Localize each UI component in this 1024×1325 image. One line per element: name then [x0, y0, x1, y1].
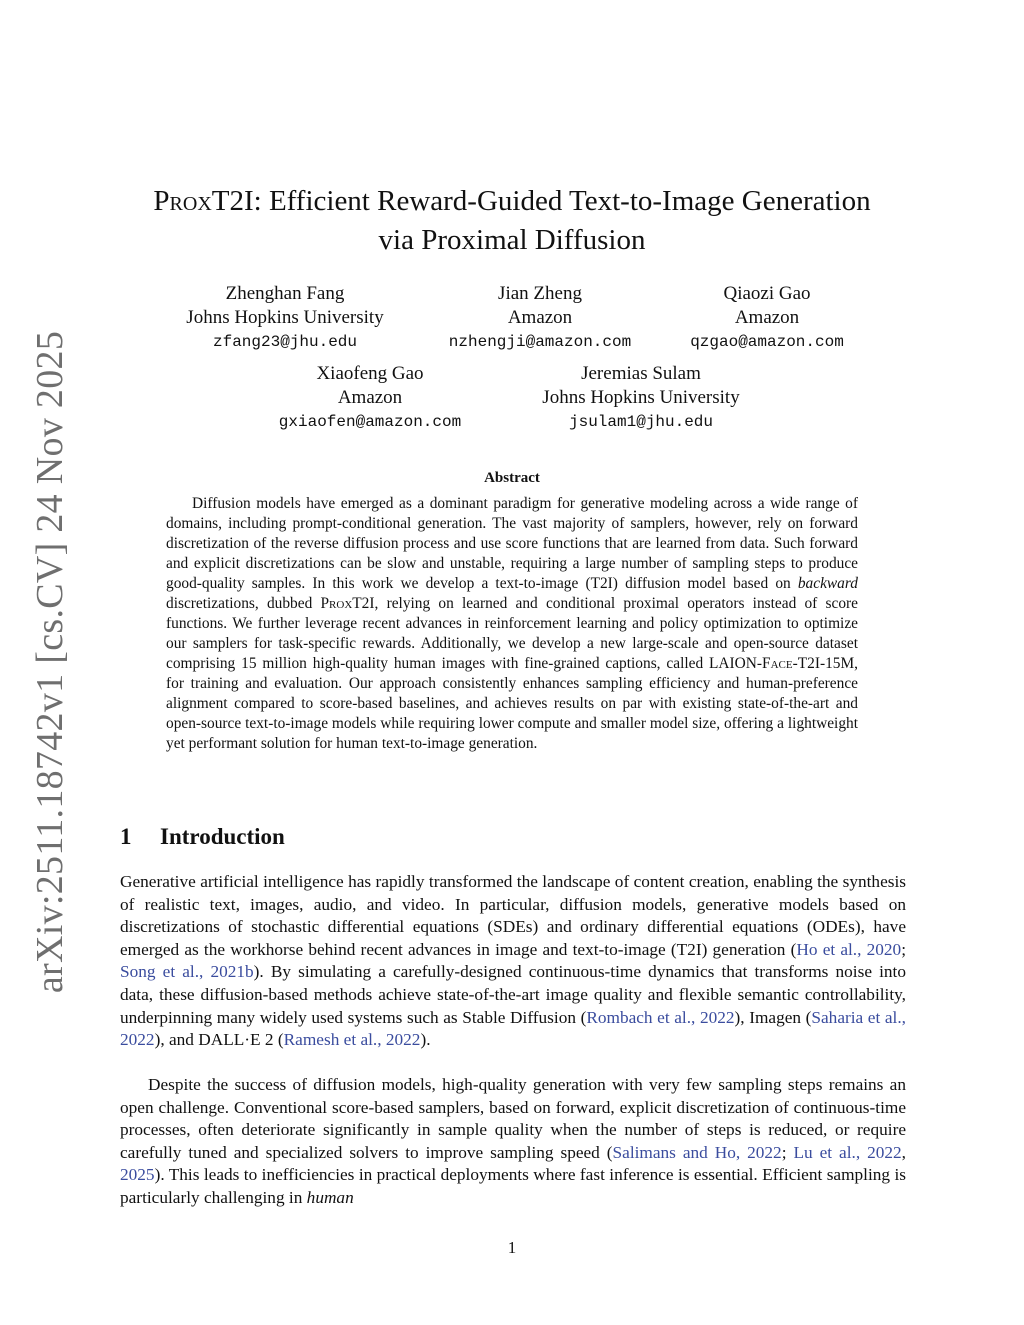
body-text: ). This leads to inefficiencies in practical deployments where fast inference is essential. Efficient sampling is particularly challenging in: [120, 1165, 906, 1207]
author-affiliation: Johns Hopkins University: [186, 307, 384, 328]
author-name: Jeremias Sulam: [581, 363, 701, 384]
title-line-2: via Proximal Diffusion: [378, 224, 646, 256]
citation-link[interactable]: Ramesh et al., 2022: [283, 1030, 421, 1050]
section-heading-introduction: [120, 824, 285, 850]
dataset-name-inline: Face: [762, 655, 793, 672]
body-text: ,: [901, 1142, 906, 1162]
page-number: 1: [507, 1238, 517, 1257]
body-text: ;: [781, 1142, 794, 1162]
citation-link[interactable]: Ho et al., 2020: [796, 939, 902, 959]
arxiv-identifier-stamp: arXiv:2511.18742v1 [cs.CV] 24 Nov 2025: [29, 330, 71, 994]
body-text: ;: [901, 939, 907, 959]
abstract-text: Diffusion models have emerged as a dominant paradigm for generative modeling across a wide range of domains, including prompt-conditional generation. The vast majority of samplers, however, rely on forward discretization of the reverse diffusion process and use score functions that are learned from data. Such forward and explicit discretizations can be slow and unstable, requiring a large number of sampling steps to produce good-quality samples. In this work we develop a text-to-image (T2I) diffusion model based on: [166, 495, 858, 592]
abstract-emphasis: backward: [797, 575, 858, 592]
body-text: Despite the success of diffusion models, high-quality generation with very few sampling steps remains an open challenge. Conventional score-based samplers, based on forward, explicit discretization of continuous-time processes, often deteriorate significantly in sample quality when the number of steps is reduced, or require carefully tuned and specialized solvers to improve sampling speed (: [120, 1075, 906, 1162]
author-email[interactable]: qzgao@amazon.com: [690, 333, 844, 351]
citation-link[interactable]: 2025: [120, 1165, 155, 1185]
title-line-1: : Efficient Reward-Guided Text-to-Image Generation: [253, 185, 871, 217]
abstract-text: , relying on learned and conditional proximal operators instead of score functions. We further leverage recent advances in reinforcement learning and policy optimization to optimize our samplers for task-specific rewards. Additionally, we develop a new large-scale and open-source dataset comprising 15 million high-quality human images with fine-grained captions, called LAION-: [166, 595, 859, 672]
author-block: [607, 282, 927, 354]
author-email[interactable]: nzhengji@amazon.com: [448, 333, 632, 351]
section-number: 1: [120, 824, 132, 849]
citation-link[interactable]: Rombach et al., 2022: [586, 1007, 735, 1027]
abstract-body: [166, 494, 858, 754]
author-affiliation: Johns Hopkins University: [542, 387, 740, 408]
abstract-text: discretizations, dubbed: [166, 595, 321, 612]
abstract-heading: Abstract: [484, 470, 540, 486]
body-text: ), Imagen (: [734, 1007, 812, 1027]
intro-paragraph-1: [120, 871, 906, 1052]
body-emphasis: human: [306, 1187, 354, 1207]
author-name: Jian Zheng: [498, 283, 582, 304]
citation-link[interactable]: Saharia et al., 2022: [120, 1007, 906, 1050]
author-name: Xiaofeng Gao: [316, 363, 424, 384]
author-affiliation: Amazon: [507, 307, 573, 328]
citation-link[interactable]: Lu et al., 2022: [793, 1142, 902, 1162]
author-block: [481, 362, 801, 434]
method-name-inline: ProxT2I: [320, 595, 375, 612]
intro-paragraph-2: [120, 1074, 906, 1210]
citation-link[interactable]: Salimans and Ho, 2022: [612, 1142, 782, 1162]
author-name: Zhenghan Fang: [225, 283, 345, 304]
citation-link[interactable]: Song et al., 2021b: [120, 962, 254, 982]
author-affiliation: Amazon: [734, 307, 800, 328]
author-email[interactable]: zfang23@jhu.edu: [212, 333, 358, 351]
body-text: ), and DALL·E 2 (: [154, 1030, 284, 1050]
body-text: ). By simulating a carefully-designed continuous-time dynamics that transforms noise into data, these diffusion-based methods achieve state-of-the-art image quality and flexible semantic controllability, underpinning many widely used systems such as Stable Diffusion (: [120, 962, 906, 1027]
abstract-text: -T2I-15M, for training and evaluation. Our approach consistently enhances sampling efficiency and human-preference alignment compared to score-based baselines, and achieves results on par with existing state-of-the-art and open-source text-to-image models while requiring lower compute and smaller model size, offering a lightweight yet performant solution for human text-to-image generation.: [166, 655, 858, 752]
author-name: Qiaozi Gao: [723, 283, 811, 304]
author-email[interactable]: gxiaofen@amazon.com: [278, 413, 462, 431]
body-text: ).: [420, 1030, 431, 1050]
section-title: Introduction: [160, 824, 285, 849]
method-name: ProxT2I: [153, 185, 254, 217]
paper-title: [120, 182, 904, 260]
body-text: Generative artificial intelligence has rapidly transformed the landscape of content creation, enabling the synthesis of realistic text, images, audio, and video. In particular, diffusion models, generative models based on discretizations of stochastic differential equations (SDEs) and ordinary differential equations (ODEs), have emerged as the workhorse behind recent advances in image and text-to-image (T2I) generation (: [120, 872, 906, 959]
author-affiliation: Amazon: [337, 387, 403, 408]
author-email[interactable]: jsulam1@jhu.edu: [568, 413, 714, 431]
